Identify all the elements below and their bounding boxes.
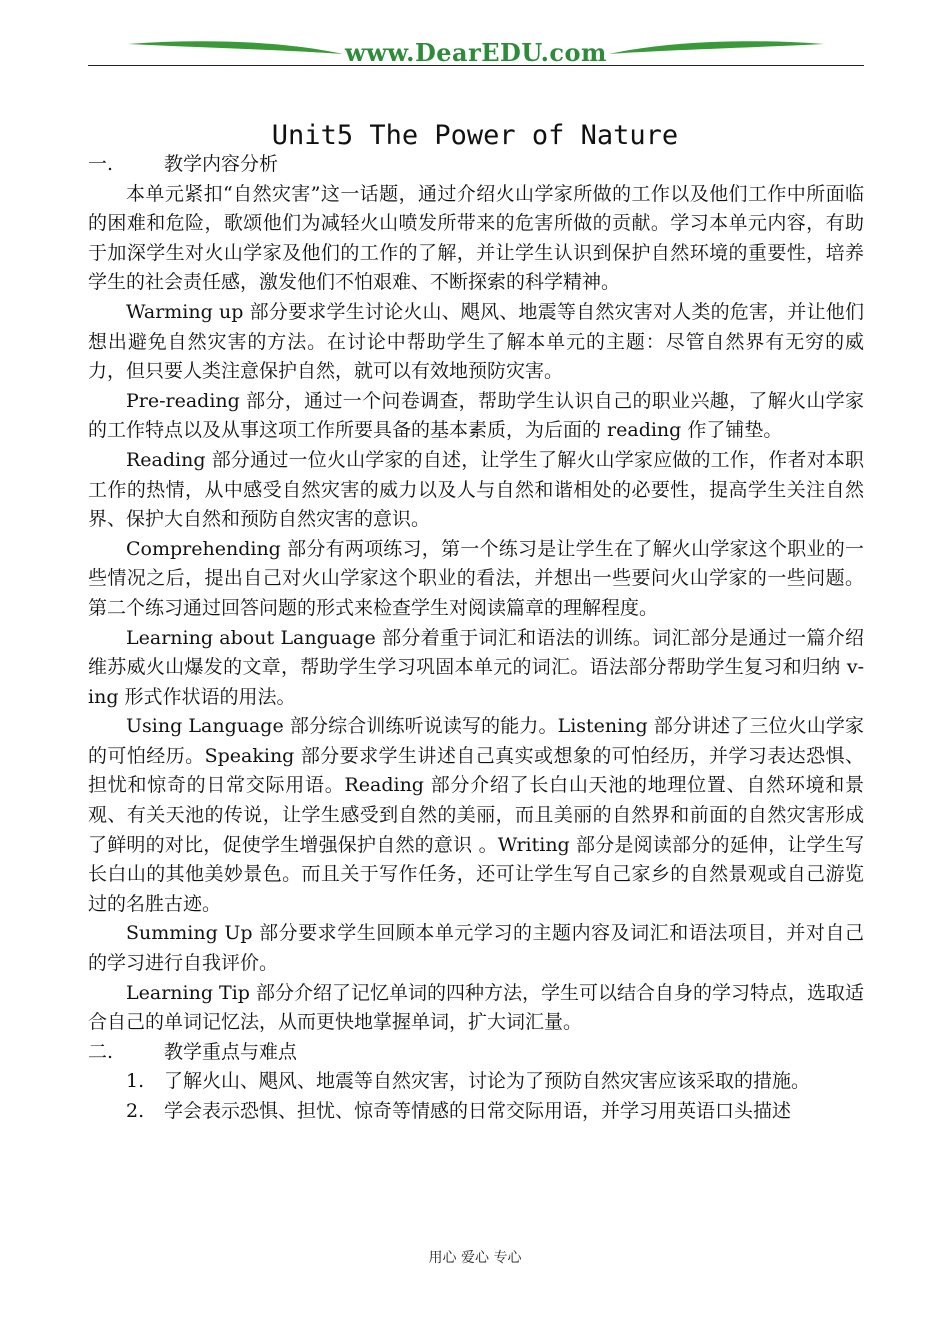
page-header <box>88 30 864 70</box>
section-title: 教学内容分析 <box>164 153 279 175</box>
list-item-number: 2. <box>126 1100 145 1122</box>
section-heading <box>88 1038 864 1068</box>
paragraph: Comprehending 部分有两项练习，第一个练习是让学生在了解火山学家这个职业的一些情况之后，提出自己对火山学家这个职业的看法，并想出一些要问火山学家的一些问题。第二个练习通过回答问题的形式来检查学生对阅读篇章的理解程度。 <box>88 537 864 619</box>
section-number: 二. <box>88 1040 114 1063</box>
section-number: 一. <box>88 153 114 175</box>
paragraph: Pre-reading 部分，通过一个问卷调查，帮助学生认识自己的职业兴趣，了解火山学家的工作特点以及从事这项工作所要具备的基本素质，为后面的 reading 作了铺垫。 <box>88 389 864 442</box>
paragraph: Summing Up 部分要求学生回顾本单元学习的主题内容及词汇和语法项目，并对自己的学习进行自我评价。 <box>88 922 864 975</box>
header-rule <box>88 65 864 66</box>
section-heading <box>88 150 864 180</box>
page-footer: 用心 爱心 专心 <box>428 1250 522 1266</box>
list-item-number: 1. <box>126 1070 145 1093</box>
paragraph: Reading 部分通过一位火山学家的自述，让学生了解火山学家应做的工作，作者对本职工作的热情，从中感受自然灾害的威力以及人与自然和谐相处的必要性，提高学生关注自然界、保护大自然和预防自然灾害的意识。 <box>88 448 864 531</box>
page-title: Unit5 The Power of Nature <box>271 120 679 151</box>
list-item-text: 学会表示恐惧、担忧、惊奇等情感的日常交际用语，并学习用英语口头描述 <box>164 1100 792 1122</box>
header-site-name: www.DearEDU.com <box>345 38 607 67</box>
paragraph: Learning Tip 部分介绍了记忆单词的四种方法，学生可以结合自身的学习特点，选取适合自己的单词记忆法，从而更快地掌握单词，扩大词汇量。 <box>88 981 864 1034</box>
list-item-text: 了解火山、飓风、地震等自然灾害，讨论为了预防自然灾害应该采取的措施。 <box>164 1070 811 1093</box>
paragraph: Warming up 部分要求学生讨论火山、飓风、地震等自然灾害对人类的危害，并让他们想出避免自然灾害的方法。在讨论中帮助学生了解本单元的主题：尽管自然界有无穷的威力，但只要人类注意保护自然，就可以有效地预防灾害。 <box>88 300 864 383</box>
section-title: 教学重点与难点 <box>164 1040 298 1063</box>
paragraph: Learning about Language 部分着重于词汇和语法的训练。词汇部分是通过一篇介绍维苏威火山爆发的文章，帮助学生学习巩固本单元的词汇。语法部分帮助学生复习和归纳 v-ing 形式作状语的用法。 <box>88 626 864 708</box>
paragraph: 本单元紧扣“自然灾害”这一话题，通过介绍火山学家所做的工作以及他们工作中所面临的困难和危险，歌颂他们为减轻火山喷发所带来的危害所做的贡献。学习本单元内容，有助于加深学生对火山学家及他们的工作的了解，并让学生认识到保护自然环境的重要性，培养学生的社会责任感，激发他们不怕艰难、不断探索的科学精神。 <box>88 182 864 294</box>
paragraph: Using Language 部分综合训练听说读写的能力。Listening 部分讲述了三位火山学家的可怕经历。Speaking 部分要求学生讲述自己真实或想象的可怕经历，并学习表达恐惧、担忧和惊奇的日常交际用语。Reading 部分介绍了长白山天池的地理位置、自然环境和景观、有关天池的传说，让学生感受到自然的美丽，而且美丽的自然界和前面的自然灾害形成了鲜明的对比，促使学生增强保护自然的意识 。Writing 部分是阅读部分的延伸，让学生写长白山的其他美妙景色。而且关于写作任务，还可让学生写自己家乡的自然景观或自己游览过的名胜古迹。 <box>88 715 864 915</box>
list-item <box>88 1097 864 1127</box>
document-body <box>88 150 864 1127</box>
list-item <box>88 1067 864 1097</box>
